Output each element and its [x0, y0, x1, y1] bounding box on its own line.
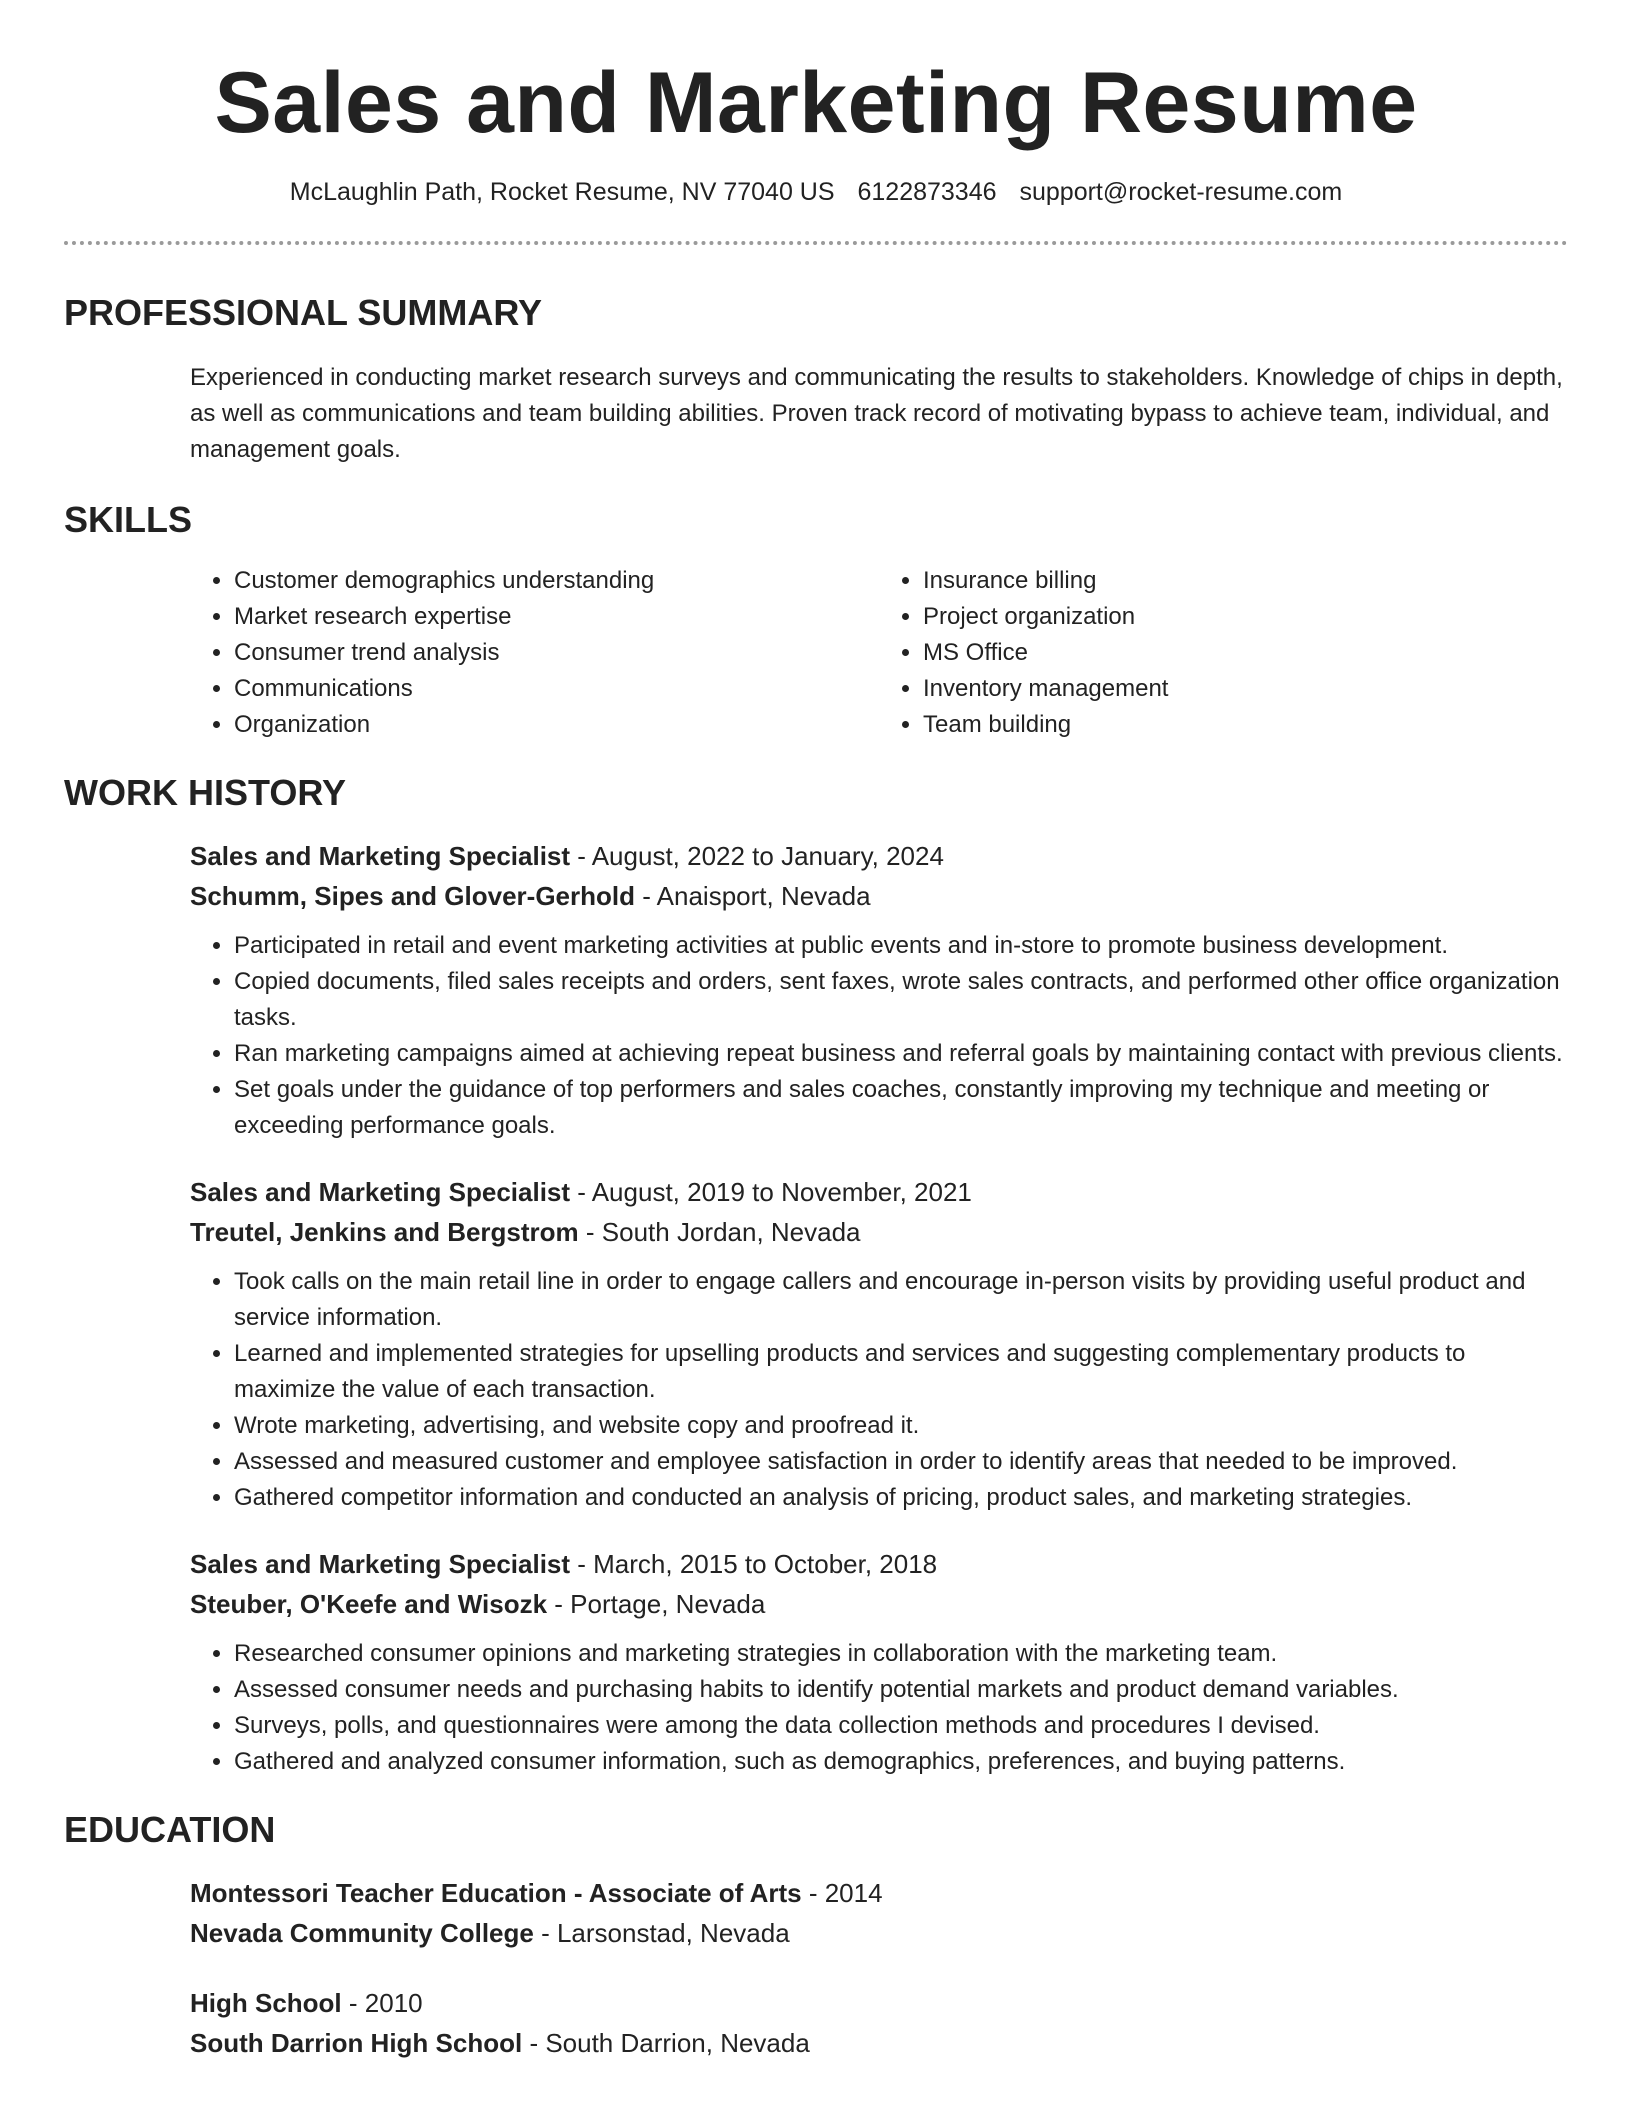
- skill-item: • Market research expertise: [234, 599, 879, 635]
- skills-column-right: [879, 563, 1568, 743]
- job-location: - Anaisport, Nevada: [634, 881, 871, 912]
- job-role: Sales and Marketing Specialist: [190, 841, 571, 872]
- job-company: Steuber, O'Keefe and Wisozk: [190, 1589, 548, 1620]
- skill-item: • MS Office: [923, 635, 1568, 671]
- education-location: - South Darrion, Nevada: [522, 2028, 810, 2059]
- job-dates: - March, 2015 to October, 2018: [570, 1549, 938, 1580]
- job-bullet: • Gathered and analyzed consumer information, such as demographics, preferences, and buying patterns.: [234, 1744, 1568, 1780]
- education-degree: High School: [190, 1988, 342, 2019]
- job-title-line: [190, 836, 1568, 876]
- education-degree-line: [190, 1873, 1568, 1913]
- contact-address: McLaughlin Path, Rocket Resume, NV 77040 US: [289, 177, 835, 206]
- job-company: Schumm, Sipes and Glover-Gerhold: [190, 881, 635, 912]
- job-bullet: • Took calls on the main retail line in order to engage callers and encourage in-person visits by providing useful product and service information.: [234, 1264, 1568, 1336]
- skill-item: • Project organization: [923, 599, 1568, 635]
- education-school: Nevada Community College: [190, 1918, 534, 1949]
- skill-item: • Consumer trend analysis: [234, 635, 879, 671]
- header-divider: [64, 241, 1568, 245]
- skill-item: • Organization: [234, 707, 879, 743]
- education-school-line: [190, 1913, 1568, 1953]
- job-bullet: • Researched consumer opinions and marketing strategies in collaboration with the marketing team.: [234, 1636, 1568, 1672]
- education-year: - 2010: [341, 1988, 423, 2019]
- job-bullet: • Assessed consumer needs and purchasing habits to identify potential markets and product demand variables.: [234, 1672, 1568, 1708]
- education-year: - 2014: [801, 1878, 883, 1909]
- job-company-line: [190, 1584, 1568, 1624]
- education-heading: EDUCATION: [64, 1809, 276, 1851]
- skill-item: • Insurance billing: [923, 563, 1568, 599]
- job-bullet: • Assessed and measured customer and employee satisfaction in order to identify areas that needed to be improved.: [234, 1444, 1568, 1480]
- contact-email: support@rocket-resume.com: [1019, 177, 1343, 206]
- job-bullet: • Copied documents, filed sales receipts and orders, sent faxes, wrote sales contracts, and performed other office organization tasks.: [234, 964, 1568, 1036]
- skills-column-left: [190, 563, 879, 743]
- job-title-line: [190, 1544, 1568, 1584]
- job-dates: - August, 2019 to November, 2021: [570, 1177, 972, 1208]
- skills-heading: SKILLS: [64, 498, 193, 540]
- job-role: Sales and Marketing Specialist: [190, 1177, 571, 1208]
- education-entry: [190, 1983, 1568, 2063]
- job-entry: [190, 1544, 1568, 1780]
- job-bullet: • Learned and implemented strategies for upselling products and services and suggesting complementary products to maximize the value of each transaction.: [234, 1336, 1568, 1408]
- job-bullet: • Gathered competitor information and conducted an analysis of pricing, product sales, and marketing strategies.: [234, 1480, 1568, 1516]
- job-bullets: [190, 1264, 1568, 1516]
- job-title-line: [190, 1172, 1568, 1212]
- work-history-heading: WORK HISTORY: [64, 771, 347, 813]
- education-entry: [190, 1873, 1568, 1953]
- contact-line: [0, 177, 1632, 207]
- job-bullets: [190, 1636, 1568, 1780]
- education-school-line: [190, 2023, 1568, 2063]
- job-bullet: • Set goals under the guidance of top performers and sales coaches, constantly improving my technique and meeting or exceeding performance goals.: [234, 1072, 1568, 1144]
- education-degree: Montessori Teacher Education - Associate of Arts: [190, 1878, 802, 1909]
- skill-item: • Inventory management: [923, 671, 1568, 707]
- resume-title: Sales and Marketing Resume: [214, 55, 1418, 151]
- summary-text: Experienced in conducting market research surveys and communicating the results to stakeholders. Knowledge of chips in depth, as well as communications and team building abilities. Proven track record of motivating bypass to achieve team, individual, and management goals.: [190, 363, 1563, 463]
- job-bullet: • Wrote marketing, advertising, and website copy and proofread it.: [234, 1408, 1568, 1444]
- skill-item: • Communications: [234, 671, 879, 707]
- skill-item: • Customer demographics understanding: [234, 563, 879, 599]
- contact-phone: 6122873346: [857, 177, 997, 206]
- job-bullet: • Participated in retail and event marketing activities at public events and in-store to promote business development.: [234, 928, 1568, 964]
- job-location: - South Jordan, Nevada: [578, 1217, 861, 1248]
- job-company-line: [190, 1212, 1568, 1252]
- job-company-line: [190, 876, 1568, 916]
- job-entry: [190, 1172, 1568, 1516]
- job-bullets: [190, 928, 1568, 1144]
- summary-heading: PROFESSIONAL SUMMARY: [64, 291, 543, 333]
- job-bullet: • Surveys, polls, and questionnaires were among the data collection methods and procedures I devised.: [234, 1708, 1568, 1744]
- education-degree-line: [190, 1983, 1568, 2023]
- skill-item: • Team building: [923, 707, 1568, 743]
- job-role: Sales and Marketing Specialist: [190, 1549, 571, 1580]
- job-bullet: • Ran marketing campaigns aimed at achieving repeat business and referral goals by maintaining contact with previous clients.: [234, 1036, 1568, 1072]
- job-entry: [190, 836, 1568, 1144]
- education-location: - Larsonstad, Nevada: [533, 1918, 790, 1949]
- job-company: Treutel, Jenkins and Bergstrom: [190, 1217, 579, 1248]
- job-location: - Portage, Nevada: [547, 1589, 766, 1620]
- job-dates: - August, 2022 to January, 2024: [570, 841, 944, 872]
- skills-list: [190, 563, 1568, 743]
- education-school: South Darrion High School: [190, 2028, 523, 2059]
